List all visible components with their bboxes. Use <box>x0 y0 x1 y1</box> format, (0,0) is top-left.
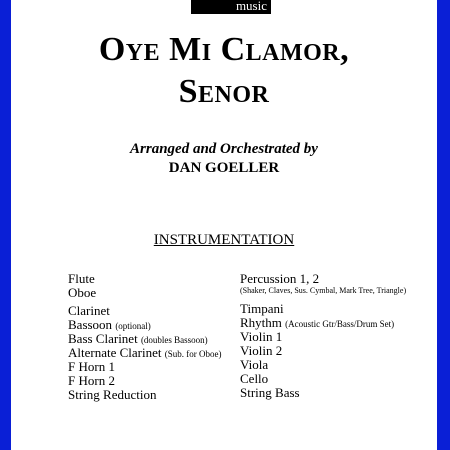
instrument-item: String Reduction <box>68 387 157 402</box>
instrument-list-left <box>68 272 222 402</box>
instrument-item: Rhythm (Acoustic Gtr/Bass/Drum Set) <box>240 315 395 330</box>
instrument-item: Flute <box>68 271 95 286</box>
instrument-item: Bassoon (optional) <box>68 317 151 332</box>
instrument-item: Percussion 1, 2 <box>240 271 320 286</box>
title-line-2: Senor <box>178 73 270 110</box>
score-cover-page <box>11 0 437 450</box>
instrument-item: Timpani <box>240 301 284 316</box>
publisher-logo: music <box>191 0 271 14</box>
instrument-item: Cello <box>240 371 269 386</box>
title-line-1: Oye Mi Clamor, <box>98 31 350 68</box>
instrument-item: Violin 1 <box>240 329 283 344</box>
instrument-item: F Horn 1 <box>68 359 115 374</box>
instrument-item: F Horn 2 <box>68 373 115 388</box>
instrument-item: Oboe <box>68 285 97 300</box>
arranger-credit: Arranged and Orchestrated by <box>130 141 318 157</box>
instrument-item: Viola <box>240 357 269 372</box>
instrument-item: Clarinet <box>68 303 110 318</box>
instrument-item: Violin 2 <box>240 343 283 358</box>
instrument-item: Bass Clarinet (doubles Bassoon) <box>68 331 208 346</box>
instrument-item: Alternate Clarinet (Sub. for Oboe) <box>68 345 222 360</box>
instrument-note: (Shaker, Claves, Sus. Cymbal, Mark Tree, Triangle) <box>240 286 407 295</box>
arranger-name: DAN GOELLER <box>168 160 280 176</box>
instrumentation-heading: INSTRUMENTATION <box>153 232 295 248</box>
instrument-list-right <box>240 272 406 400</box>
instrument-item: String Bass <box>240 385 300 400</box>
